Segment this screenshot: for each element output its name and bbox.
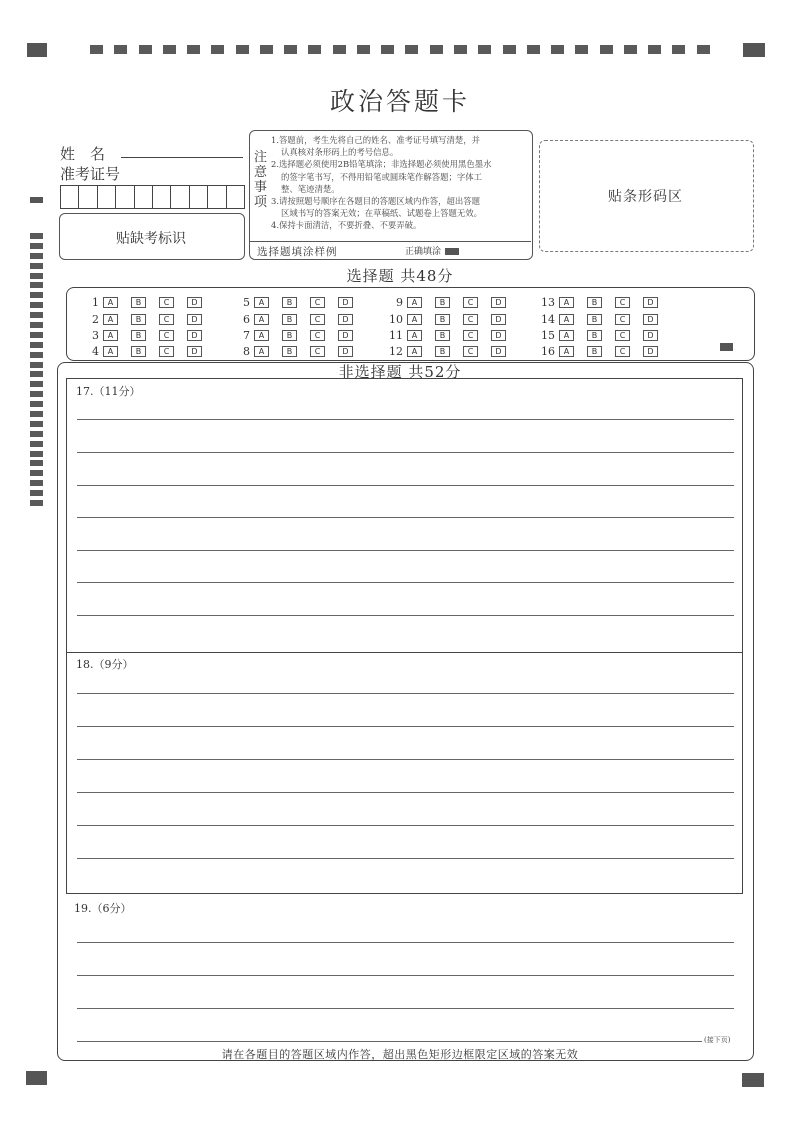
choice-question-5 xyxy=(234,296,366,308)
registration-mark-top-left xyxy=(27,43,47,57)
choice-question-number: 10 xyxy=(389,312,403,326)
choice-option-bubble[interactable]: B xyxy=(131,346,146,357)
timing-mark xyxy=(30,233,43,239)
choice-option-bubble[interactable]: B xyxy=(435,314,450,325)
choice-option-bubble[interactable]: C xyxy=(463,297,478,308)
timing-mark xyxy=(139,45,152,54)
choice-option-bubble[interactable]: A xyxy=(407,330,422,341)
choice-question-number: 6 xyxy=(243,312,250,326)
choice-option-bubble[interactable]: C xyxy=(310,314,325,325)
choice-question-4 xyxy=(83,345,215,357)
choice-option-bubble[interactable]: A xyxy=(254,346,269,357)
choice-timing-mark xyxy=(720,343,733,351)
fill-example-row xyxy=(249,241,531,259)
choice-option-bubble[interactable]: B xyxy=(282,314,297,325)
timing-mark xyxy=(30,243,43,249)
answer-writing-line[interactable] xyxy=(77,825,734,826)
fill-example-label: 选择题填涂样例 xyxy=(257,246,338,258)
choice-question-15 xyxy=(539,329,671,341)
timing-mark xyxy=(30,302,43,308)
choice-option-bubble[interactable]: B xyxy=(282,346,297,357)
continue-label: (接下页) xyxy=(704,1036,731,1044)
answer-writing-line[interactable] xyxy=(77,582,734,583)
timing-mark xyxy=(30,441,43,447)
timing-mark xyxy=(430,45,443,54)
choice-option-bubble[interactable]: D xyxy=(338,297,353,308)
choice-option-bubble[interactable]: B xyxy=(131,297,146,308)
choice-question-number: 1 xyxy=(92,295,99,309)
timing-mark xyxy=(30,421,43,427)
choice-option-bubble[interactable]: A xyxy=(559,346,574,357)
choice-option-bubble[interactable]: A xyxy=(103,330,118,341)
choice-option-bubble[interactable]: D xyxy=(643,330,658,341)
answer-writing-line[interactable] xyxy=(77,975,734,976)
choice-option-bubble[interactable]: A xyxy=(254,297,269,308)
timing-mark-left-single xyxy=(30,197,43,203)
answer-writing-line[interactable] xyxy=(77,1008,734,1009)
choice-option-bubble[interactable]: A xyxy=(254,330,269,341)
choice-option-bubble[interactable]: B xyxy=(587,297,602,308)
timing-mark xyxy=(211,45,224,54)
choice-question-14 xyxy=(539,313,671,325)
choice-option-bubble[interactable]: A xyxy=(103,346,118,357)
timing-mark xyxy=(672,45,685,54)
choice-option-bubble[interactable]: D xyxy=(643,297,658,308)
answer-writing-line[interactable] xyxy=(77,792,734,793)
question-19-label: 19.（6分） xyxy=(74,902,132,915)
timing-mark xyxy=(30,342,43,348)
timing-mark xyxy=(30,490,43,496)
timing-mark xyxy=(30,391,43,397)
choice-option-bubble[interactable]: D xyxy=(187,297,202,308)
timing-mark xyxy=(333,45,346,54)
choice-option-bubble[interactable]: D xyxy=(643,314,658,325)
answer-writing-line[interactable] xyxy=(77,517,734,518)
timing-mark xyxy=(405,45,418,54)
choice-option-bubble[interactable]: D xyxy=(187,346,202,357)
footer-notice: 请在各题目的答题区域内作答，超出黑色矩形边框限定区域的答案无效 xyxy=(221,1048,579,1061)
correct-fill-text: 正确填涂 xyxy=(405,247,442,257)
timing-mark xyxy=(648,45,661,54)
choice-option-bubble[interactable]: D xyxy=(643,346,658,357)
timing-mark xyxy=(308,45,321,54)
timing-mark xyxy=(381,45,394,54)
choice-option-bubble[interactable]: B xyxy=(435,330,450,341)
timing-mark xyxy=(30,500,43,506)
choice-option-bubble[interactable]: A xyxy=(103,314,118,325)
timing-mark xyxy=(527,45,540,54)
choice-question-1 xyxy=(83,296,215,308)
choice-question-number: 2 xyxy=(92,312,99,326)
choice-option-bubble[interactable]: B xyxy=(587,314,602,325)
timing-mark xyxy=(187,45,200,54)
timing-mark xyxy=(30,460,43,466)
exam-id-cell[interactable] xyxy=(208,186,226,208)
timing-mark xyxy=(551,45,564,54)
answer-writing-line[interactable] xyxy=(77,759,734,760)
choice-option-bubble[interactable]: D xyxy=(338,346,353,357)
notice-line: 区域书写的答案无效；在草稿纸、试题卷上答题无效。 xyxy=(281,208,482,219)
choice-question-number: 13 xyxy=(541,295,555,309)
choice-question-11 xyxy=(387,329,519,341)
timing-mark xyxy=(30,470,43,476)
choice-option-bubble[interactable]: B xyxy=(435,297,450,308)
timing-mark xyxy=(30,451,43,457)
name-label: 姓 名 xyxy=(60,145,106,163)
timing-mark xyxy=(163,45,176,54)
notice-line: 认真核对条形码上的考号信息。 xyxy=(281,147,399,158)
exam-id-cell[interactable] xyxy=(227,186,244,208)
answer-writing-line[interactable] xyxy=(77,942,734,943)
choice-option-bubble[interactable]: C xyxy=(159,330,174,341)
choice-option-bubble[interactable]: C xyxy=(615,314,630,325)
answer-writing-line[interactable] xyxy=(77,858,734,859)
choice-question-2 xyxy=(83,313,215,325)
registration-mark-bottom-left xyxy=(26,1071,47,1085)
notice-line: 4.保持卡面清洁，不要折叠、不要弄破。 xyxy=(271,220,422,231)
answer-writing-line[interactable] xyxy=(77,485,734,486)
answer-writing-line[interactable] xyxy=(77,452,734,453)
choice-question-number: 5 xyxy=(243,295,250,309)
timing-mark xyxy=(30,401,43,407)
correct-fill-swatch xyxy=(445,248,459,255)
question-17-label: 17.（11分） xyxy=(76,385,141,398)
timing-mark xyxy=(260,45,273,54)
choice-option-bubble[interactable]: A xyxy=(407,297,422,308)
exam-id-cell[interactable] xyxy=(135,186,153,208)
choice-question-number: 8 xyxy=(243,344,250,358)
choice-option-bubble[interactable]: A xyxy=(407,346,422,357)
choice-option-bubble[interactable]: D xyxy=(187,330,202,341)
answer-writing-line[interactable] xyxy=(77,419,734,420)
timing-mark xyxy=(478,45,491,54)
timing-mark xyxy=(30,480,43,486)
choice-option-bubble[interactable]: A xyxy=(559,297,574,308)
timing-mark xyxy=(30,253,43,259)
timing-mark xyxy=(284,45,297,54)
choice-question-8 xyxy=(234,345,366,357)
choice-option-bubble[interactable]: A xyxy=(254,314,269,325)
choice-question-number: 12 xyxy=(389,344,403,358)
timing-mark xyxy=(697,45,710,54)
timing-mark xyxy=(30,411,43,417)
exam-id-cells[interactable] xyxy=(60,185,245,209)
choice-option-bubble[interactable]: C xyxy=(310,297,325,308)
choice-option-bubble[interactable]: C xyxy=(463,330,478,341)
choice-option-bubble[interactable]: C xyxy=(310,346,325,357)
notice-line: 2.选择题必须使用2B铅笔填涂；非选择题必须使用黑色墨水 xyxy=(271,159,492,170)
choice-option-bubble[interactable]: C xyxy=(159,346,174,357)
choice-question-number: 15 xyxy=(541,328,555,342)
choice-option-bubble[interactable]: B xyxy=(587,346,602,357)
choice-option-bubble[interactable]: B xyxy=(131,314,146,325)
choice-option-bubble[interactable]: D xyxy=(338,330,353,341)
timing-mark xyxy=(30,332,43,338)
choice-question-number: 7 xyxy=(243,328,250,342)
timing-marks-top xyxy=(90,45,710,54)
registration-mark-bottom-right xyxy=(742,1073,764,1087)
timing-mark xyxy=(114,45,127,54)
question-18-label: 18.（9分） xyxy=(76,658,134,671)
nonchoice-section-title: 非选择题 共52分 xyxy=(338,363,462,381)
choice-section-title: 选择题 共48分 xyxy=(346,267,454,285)
notice-text xyxy=(271,134,527,232)
exam-id-cell[interactable] xyxy=(116,186,134,208)
page-title: 政治答题卡 xyxy=(329,87,470,116)
answer-writing-line[interactable] xyxy=(77,550,734,551)
timing-mark xyxy=(30,381,43,387)
timing-mark xyxy=(236,45,249,54)
registration-mark-top-right xyxy=(743,43,765,57)
timing-mark xyxy=(30,322,43,328)
name-field[interactable] xyxy=(121,157,243,158)
choice-question-3 xyxy=(83,329,215,341)
choice-question-number: 3 xyxy=(92,328,99,342)
timing-mark xyxy=(30,352,43,358)
choice-option-bubble[interactable]: A xyxy=(559,314,574,325)
choice-option-bubble[interactable]: D xyxy=(491,297,506,308)
timing-mark xyxy=(575,45,588,54)
notice-line: 3.请按照题号顺序在各题目的答题区域内作答，超出答题 xyxy=(271,196,480,207)
notice-heading: 注意事项 xyxy=(254,150,268,210)
choice-option-bubble[interactable]: B xyxy=(131,330,146,341)
choice-option-bubble[interactable]: C xyxy=(159,297,174,308)
barcode-label: 贴条形码区 xyxy=(608,189,683,205)
exam-id-cell[interactable] xyxy=(61,186,79,208)
choice-option-bubble[interactable]: D xyxy=(491,346,506,357)
choice-option-bubble[interactable]: D xyxy=(338,314,353,325)
answer-writing-line[interactable] xyxy=(77,693,734,694)
choice-question-13 xyxy=(539,296,671,308)
choice-question-9 xyxy=(387,296,519,308)
choice-option-bubble[interactable]: C xyxy=(615,297,630,308)
missing-exam-label: 贴缺考标识 xyxy=(116,231,186,247)
choice-option-bubble[interactable]: A xyxy=(407,314,422,325)
exam-id-cell[interactable] xyxy=(190,186,208,208)
choice-option-bubble[interactable]: C xyxy=(159,314,174,325)
choice-option-bubble[interactable]: C xyxy=(463,346,478,357)
timing-mark xyxy=(30,312,43,318)
choice-question-number: 4 xyxy=(92,344,99,358)
answer-writing-line[interactable] xyxy=(77,726,734,727)
choice-option-bubble[interactable]: A xyxy=(103,297,118,308)
exam-id-cell[interactable] xyxy=(79,186,97,208)
correct-fill-label xyxy=(405,244,459,257)
exam-id-cell[interactable] xyxy=(153,186,171,208)
timing-mark xyxy=(90,45,103,54)
choice-option-bubble[interactable]: C xyxy=(615,330,630,341)
choice-option-bubble[interactable]: B xyxy=(587,330,602,341)
timing-mark xyxy=(600,45,613,54)
choice-option-bubble[interactable]: C xyxy=(463,314,478,325)
timing-mark xyxy=(357,45,370,54)
choice-option-bubble[interactable]: B xyxy=(435,346,450,357)
timing-mark xyxy=(503,45,516,54)
exam-id-cell[interactable] xyxy=(171,186,189,208)
timing-mark xyxy=(454,45,467,54)
notice-line: 的签字笔书写，不得用铅笔或圆珠笔作解答题；字体工 xyxy=(281,171,482,182)
choice-question-number: 14 xyxy=(541,312,555,326)
choice-option-bubble[interactable]: C xyxy=(615,346,630,357)
choice-question-10 xyxy=(387,313,519,325)
choice-question-6 xyxy=(234,313,366,325)
choice-question-12 xyxy=(387,345,519,357)
timing-mark xyxy=(30,431,43,437)
exam-id-cell[interactable] xyxy=(98,186,116,208)
answer-writing-line[interactable] xyxy=(77,1041,702,1042)
choice-option-bubble[interactable]: B xyxy=(282,330,297,341)
choice-question-7 xyxy=(234,329,366,341)
choice-question-16 xyxy=(539,345,671,357)
choice-option-bubble[interactable]: D xyxy=(491,314,506,325)
answer-writing-line[interactable] xyxy=(77,615,734,616)
choice-option-bubble[interactable]: D xyxy=(491,330,506,341)
choice-option-bubble[interactable]: D xyxy=(187,314,202,325)
choice-option-bubble[interactable]: A xyxy=(559,330,574,341)
choice-question-number: 11 xyxy=(389,328,403,342)
exam-id-label: 准考证号 xyxy=(60,165,121,183)
choice-option-bubble[interactable]: C xyxy=(310,330,325,341)
choice-question-number: 16 xyxy=(541,344,555,358)
choice-question-number: 9 xyxy=(396,295,403,309)
timing-mark xyxy=(624,45,637,54)
notice-line: 1.答题前，考生先将自己的姓名、准考证号填写清楚，并 xyxy=(271,135,480,145)
choice-option-bubble[interactable]: B xyxy=(282,297,297,308)
notice-line: 整、笔迹清楚。 xyxy=(281,183,340,194)
timing-mark xyxy=(30,292,43,298)
